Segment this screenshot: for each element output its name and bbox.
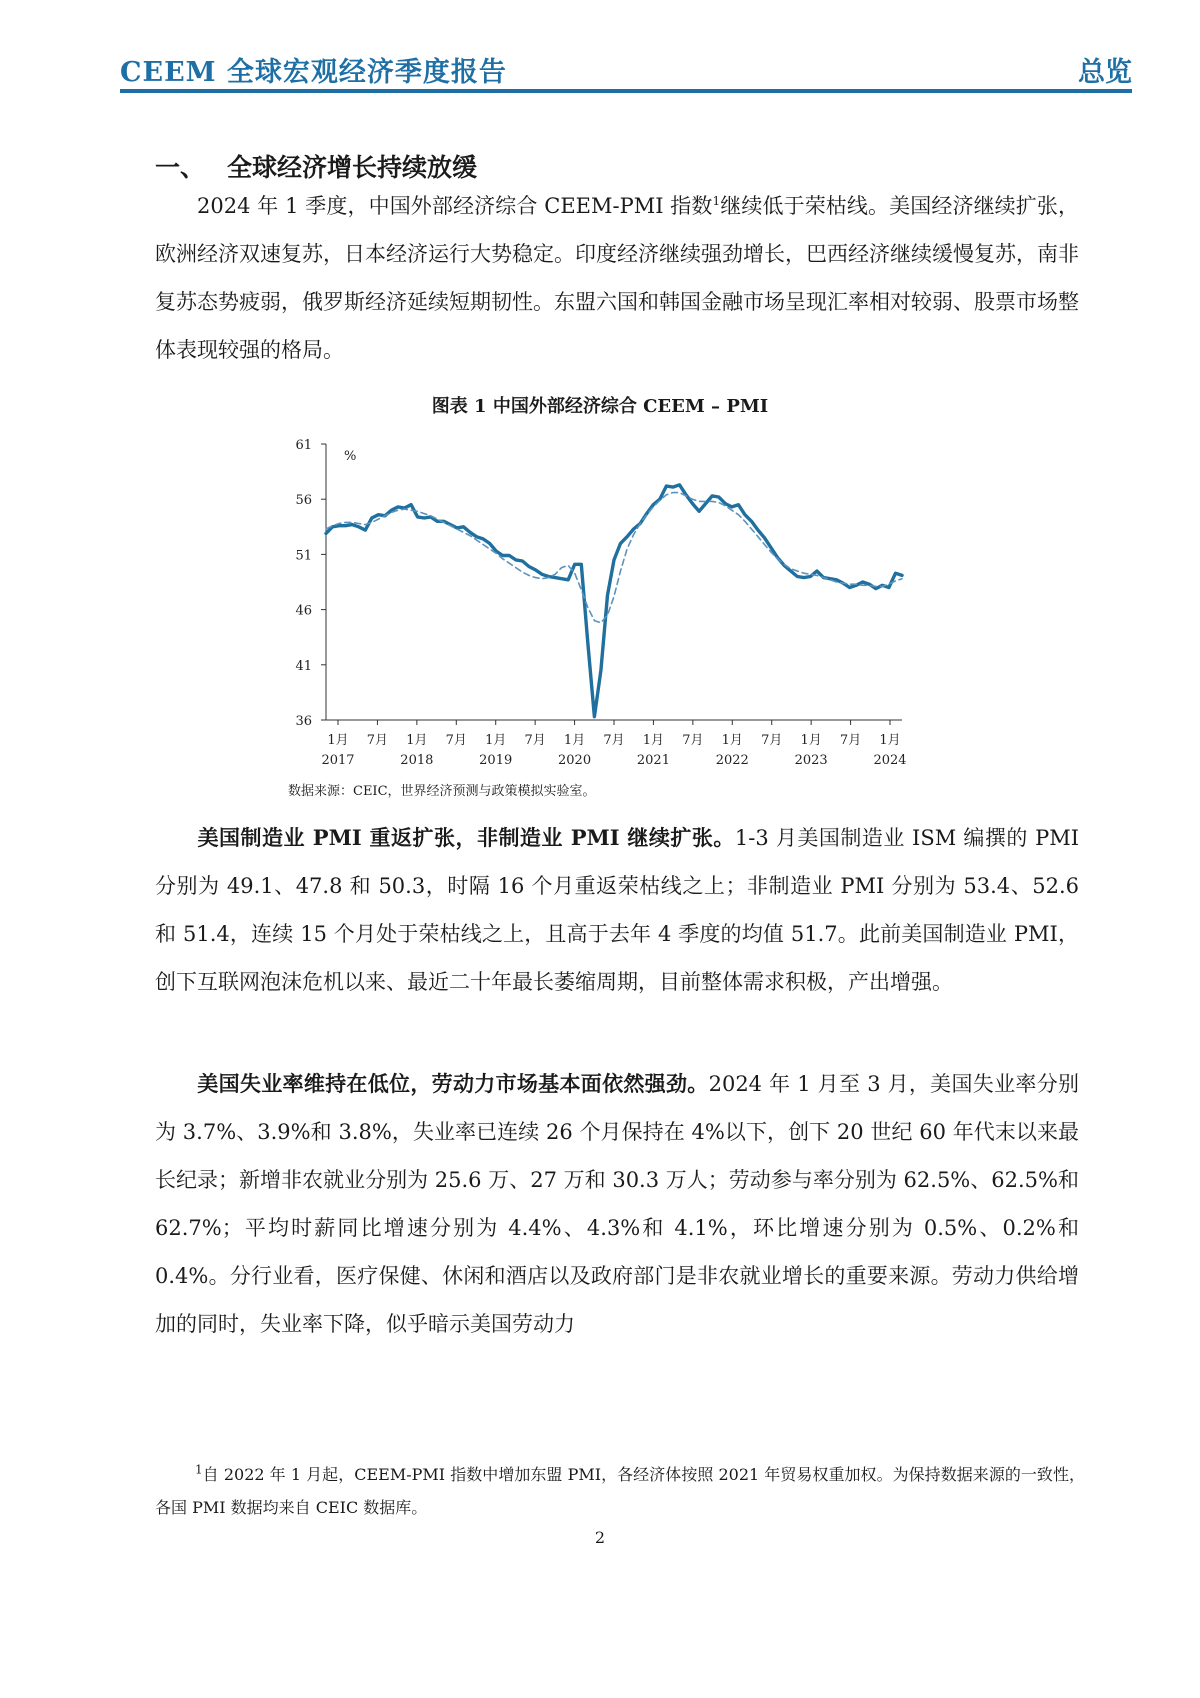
x-tick-year-label: 2023 — [794, 753, 828, 768]
footnote-ref: 1 — [712, 194, 721, 208]
y-tick-label: 46 — [295, 603, 312, 619]
footnote — [155, 1458, 1085, 1524]
y-tick-label: 51 — [295, 548, 312, 564]
y-tick-label: 41 — [295, 658, 312, 674]
x-tick-year-label: 2019 — [479, 753, 513, 768]
section-label: 总览 — [1078, 57, 1132, 88]
footnote-text: 自 2022 年 1 月起，CEEM-PMI 指数中增加东盟 PMI，各经济体按照 2021 年贸易权重加权。为保持数据来源的一致性，各国 PMI 数据均来自 CEIC 数据库。 — [155, 1465, 1085, 1517]
x-tick-label: 7月 — [524, 733, 546, 748]
paragraph-us-labor — [155, 1060, 1079, 1348]
x-tick-year-label: 2021 — [636, 753, 670, 768]
pmi-line-chart — [270, 432, 910, 777]
x-tick-label: 7月 — [682, 733, 704, 748]
x-tick-label: 1月 — [563, 733, 586, 748]
x-tick-label: 7月 — [839, 733, 862, 748]
header-divider — [120, 89, 1132, 93]
paragraph-intro-text-a: 2024 年 1 季度，中国外部经济综合 CEEM-PMI 指数 — [197, 194, 713, 218]
x-tick-label: 1月 — [485, 733, 507, 748]
section-heading-text: 全球经济增长持续放缓 — [227, 153, 478, 182]
paragraph-intro — [155, 182, 1079, 374]
x-tick-year-label: 2022 — [715, 753, 749, 768]
pmi-series-line — [326, 485, 902, 717]
paragraph-intro-text-b: 继续低于荣枯线。美国经济继续扩张，欧洲经济双速复苏，日本经济运行大势稳定。印度经济继续强劲增长，巴西经济继续缓慢复苏，南非复苏态势疲弱，俄罗斯经济延续短期韧性。东盟六国和韩国金融市场呈现汇率相对较弱、股票市场整体表现较强的格局。 — [155, 194, 1080, 362]
x-tick-year-label: 2018 — [400, 753, 434, 768]
x-tick-label: 7月 — [366, 733, 389, 748]
x-tick-label: 7月 — [761, 733, 783, 748]
paragraph-us-pmi — [155, 814, 1079, 1006]
paragraph-us-labor-text: 2024 年 1 月至 3 月，美国失业率分别为 3.7%、3.9%和 3.8%，失业率已连续 26 个月保持在 4%以下，创下 20 世纪 60 年代末以来最长纪录；新增非农就业分别为 25.6 万、27 万和 30.3 万人；劳动参与率分别为 62.5%、62.5%和 62.7%；平均时薪同比增速分别为 4.4%、4.3%和 4.1%，环比增速分别为 0.5%、0.2%和 0.4%。分行业看，医疗保健、休闲和酒店以及政府部门是非农就业增长的重要来源。劳动力供给增加的同时，失业率下降，似乎暗示美国劳动力 — [155, 1072, 1079, 1336]
y-axis-unit: % — [344, 449, 357, 464]
chart-caption: 图表 1 中国外部经济综合 CEEM – PMI — [431, 396, 769, 417]
x-tick-label: 1月 — [642, 733, 665, 748]
footnote-marker: 1 — [195, 1462, 203, 1477]
page-number: 2 — [594, 1528, 606, 1547]
section-heading-number: 一、 — [155, 153, 206, 182]
y-tick-label: 61 — [295, 438, 312, 453]
chart-source: 数据来源：CEIC，世界经济预测与政策模拟实验室。 — [288, 784, 596, 799]
report-title: CEEM 全球宏观经济季度报告 — [120, 57, 507, 88]
x-tick-label: 1月 — [406, 733, 428, 748]
page-header — [120, 50, 1132, 88]
x-tick-label: 1月 — [800, 733, 822, 748]
x-tick-year-label: 2020 — [558, 753, 592, 768]
x-tick-label: 1月 — [721, 733, 743, 748]
x-tick-label: 7月 — [445, 733, 467, 748]
section-heading — [155, 148, 477, 184]
paragraph-us-pmi-lead: 美国制造业 PMI 重返扩张，非制造业 PMI 继续扩张。 — [197, 825, 735, 850]
paragraph-us-labor-lead: 美国失业率维持在低位，劳动力市场基本面依然强劲。 — [197, 1071, 709, 1096]
x-tick-label: 1月 — [327, 733, 349, 748]
y-tick-label: 56 — [295, 493, 312, 509]
x-tick-label: 7月 — [603, 733, 625, 748]
x-tick-year-label: 2017 — [321, 753, 355, 768]
y-tick-label: 36 — [295, 714, 312, 729]
x-tick-year-label: 2024 — [873, 753, 907, 768]
x-tick-label: 1月 — [879, 733, 901, 748]
paragraph-us-pmi-text: 1-3 月美国制造业 ISM 编撰的 PMI 分别为 49.1、47.8 和 50.3，时隔 16 个月重返荣枯线之上；非制造业 PMI 分别为 53.4、52.6 和 51.4，连续 15 个月处于荣枯线之上，且高于去年 4 季度的均值 51.7。此前美国制造业 PMI，创下互联网泡沫危机以来、最近二十年最长萎缩周期，目前整体需求积极，产出增强。 — [155, 826, 1079, 994]
